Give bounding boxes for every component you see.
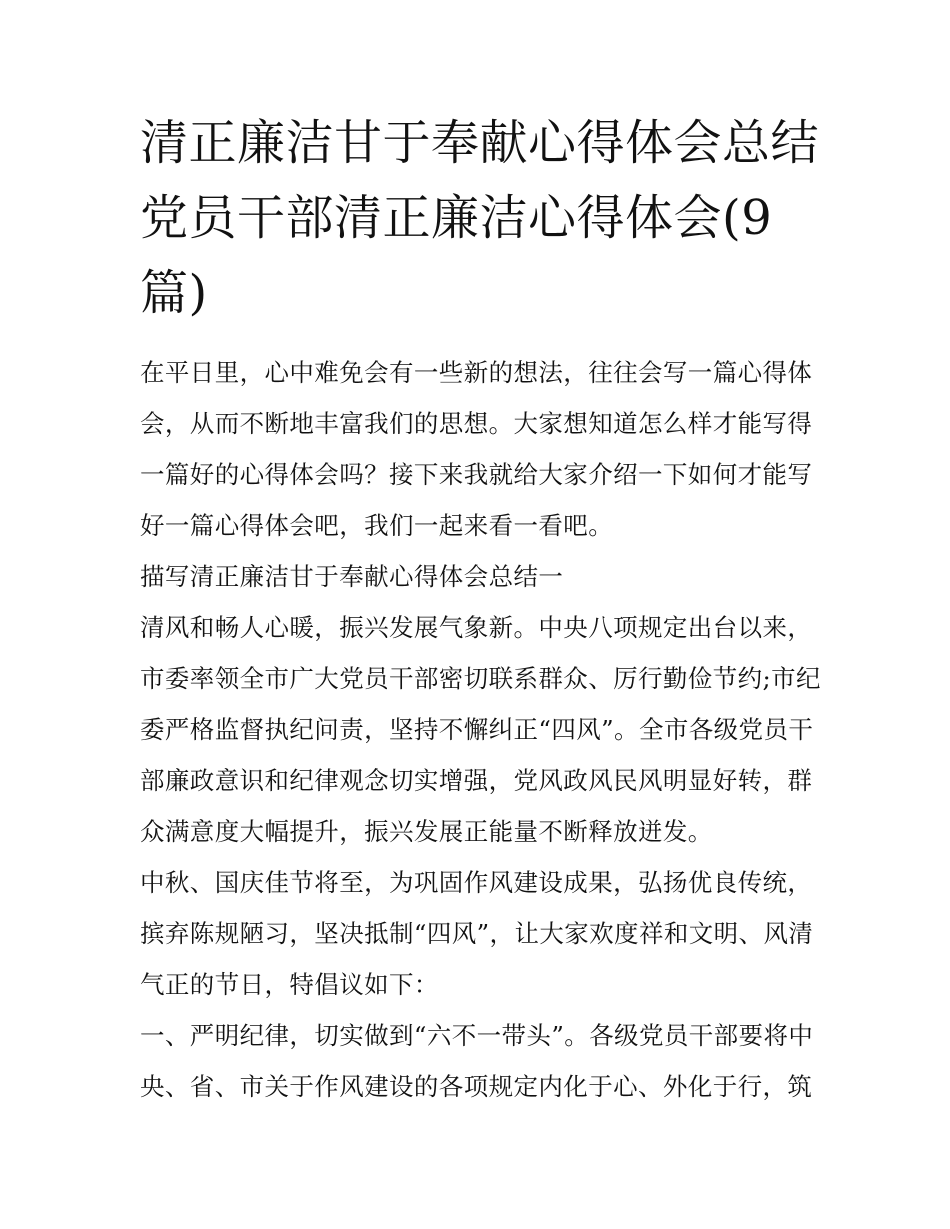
document-content bbox=[140, 106, 830, 1112]
body-paragraph-3: 一、严明纪律，切实做到“六不一带头”。各级党员干部要将中央、省、市关于作风建设的各项规定内化于心、外化于行，筑 bbox=[140, 1021, 814, 1101]
body-paragraph-2: 中秋、国庆佳节将至，为巩固作风建设成果，弘扬优良传统，摈弃陈规陋习，坚决抵制“四风”，让大家欢度祥和文明、风清气正的节日，特倡议如下： bbox=[140, 868, 814, 999]
intro-paragraph: 在平日里，心中难免会有一些新的想法，往往会写一篇心得体会，从而不断地丰富我们的思想。大家想知道怎么样才能写得一篇好的心得体会吗？接下来我就给大家介绍一下如何才能写好一篇心得体会吧，我们一起来看一看吧。 bbox=[140, 358, 813, 540]
document-title: 清正廉洁甘于奉献心得体会总结 党员干部清正廉洁心得体会(9篇) bbox=[140, 115, 820, 321]
body-paragraph-1: 清风和畅人心暖，振兴发展气象新。中央八项规定出台以来，市委率领全市广大党员干部密切联系群众、厉行勤俭节约;市纪委严格监督执纪问责，坚持不懈纠正“四风”。全市各级党员干部廉政意识和纪律观念切实增强，党风政风民风明显好转，群众满意度大幅提升，振兴发展正能量不断释放迸发。 bbox=[140, 613, 821, 846]
section-heading: 描写清正廉洁甘于奉献心得体会总结一 bbox=[140, 562, 564, 591]
